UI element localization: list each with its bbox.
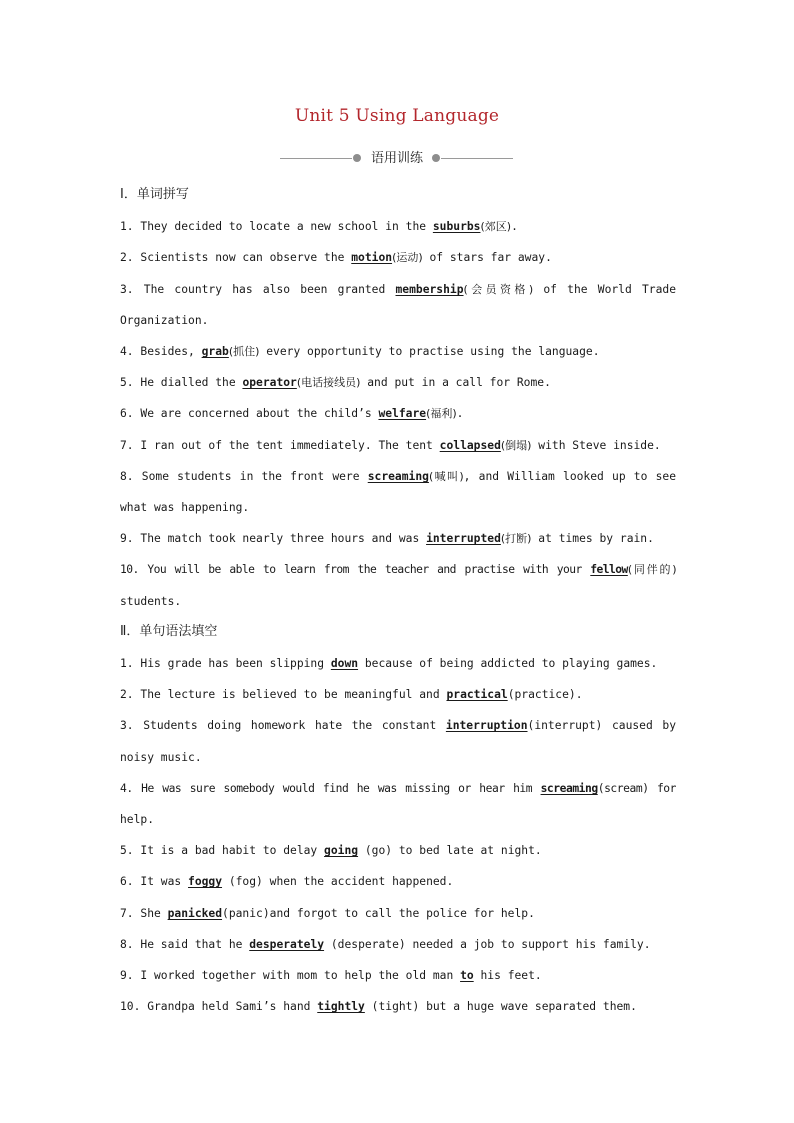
answer: suburbs xyxy=(432,220,481,233)
chinese-hint: (电话接线员) xyxy=(296,376,361,389)
item-text: 1. His grade has been slipping xyxy=(120,657,331,670)
section1-item-1 xyxy=(120,211,676,242)
page-title: Unit 5 Using Language xyxy=(294,106,500,126)
answer: operator xyxy=(242,376,297,389)
answer: going xyxy=(324,844,359,857)
item-text: 4. Besides, xyxy=(120,345,202,358)
answer: motion xyxy=(351,251,393,264)
answer: welfare xyxy=(378,407,427,420)
section2-item-3-continued: noisy music. xyxy=(120,751,202,764)
item-text: 6. It was xyxy=(120,875,189,888)
answer: membership xyxy=(395,283,464,296)
answer: grab xyxy=(201,345,229,358)
item-text: 1. They decided to locate a new school in the xyxy=(120,220,433,233)
section2-item-5 xyxy=(120,835,676,866)
answer: screaming xyxy=(540,782,598,795)
banner-title: 语用训练 xyxy=(370,151,423,166)
chinese-hint: (抓住) xyxy=(228,345,260,358)
section1-item-3-continued: Organization. xyxy=(120,314,209,327)
chinese-hint: (打断) xyxy=(500,532,532,545)
answer: tightly xyxy=(317,1000,365,1013)
item-text: 10. Grandpa held Sami’s hand xyxy=(120,1000,318,1013)
item-text: 9. I worked together with mom to help the old man xyxy=(120,969,461,982)
chinese-hint: (郊区) xyxy=(480,220,512,233)
section1-heading: Ⅰ．单词拼写 xyxy=(120,187,189,202)
answer: to xyxy=(460,969,474,982)
item-text: of stars far away. xyxy=(422,251,552,264)
item-text: (practice). xyxy=(507,688,583,701)
section1-item-7 xyxy=(120,430,676,461)
section2-item-7 xyxy=(120,898,676,929)
chinese-hint: (福利) xyxy=(426,407,457,420)
item-text: (panic)and forgot to call the police for help. xyxy=(222,907,535,920)
answer: down xyxy=(330,657,359,670)
answer: practical xyxy=(446,688,508,701)
section1-item-2 xyxy=(120,242,676,273)
section2-item-9 xyxy=(120,960,676,991)
item-text: . xyxy=(511,220,518,233)
item-text: 4. He was sure somebody would find he was missing or hear him xyxy=(120,782,541,795)
item-text: 6. We are concerned about the child’s xyxy=(120,407,379,420)
answer: screaming xyxy=(367,470,429,483)
item-text: every opportunity to practise using the language. xyxy=(259,345,600,358)
item-text: (scream) for xyxy=(597,782,676,795)
item-text: 7. She xyxy=(120,907,168,920)
item-text: of the World Trade xyxy=(533,283,676,296)
item-text: 5. It is a bad habit to delay xyxy=(120,844,325,857)
banner-line-right xyxy=(441,158,513,159)
item-text: 10. You will be able to learn from the teacher and practise with your xyxy=(120,563,591,576)
answer: interruption xyxy=(445,719,528,732)
item-text: his feet. xyxy=(473,969,542,982)
chinese-hint: (喊叫) xyxy=(428,470,464,483)
section1-item-8 xyxy=(120,461,676,492)
section-banner xyxy=(280,150,514,168)
section1-item-4 xyxy=(120,336,676,367)
item-text: (tight) but a huge wave separated them. xyxy=(364,1000,637,1013)
item-text: (fog) when the accident happened. xyxy=(222,875,454,888)
item-text: with Steve inside. xyxy=(531,439,661,452)
item-text: , and William looked up to see xyxy=(463,470,676,483)
item-text: 3. The country has also been granted xyxy=(120,283,396,296)
section2-item-4 xyxy=(120,773,676,804)
section2-heading: Ⅱ．单句语法填空 xyxy=(120,624,218,639)
section2-item-6 xyxy=(120,866,676,897)
item-text: 8. Some students in the front were xyxy=(120,470,368,483)
banner-dot-right-icon xyxy=(432,154,440,162)
section2-item-1 xyxy=(120,648,676,679)
answer: fellow xyxy=(590,563,628,576)
section1-item-5 xyxy=(120,367,676,398)
chinese-hint: (运动) xyxy=(392,251,423,264)
section1-item-6 xyxy=(120,398,676,429)
item-text: 3. Students doing homework hate the constant xyxy=(120,719,446,732)
item-text: 2. Scientists now can observe the xyxy=(120,251,352,264)
item-text: (go) to bed late at night. xyxy=(358,844,542,857)
answer: collapsed xyxy=(439,439,501,452)
answer: panicked xyxy=(167,907,223,920)
section1-item-10 xyxy=(120,554,676,585)
item-text: 7. I ran out of the tent immediately. The tent xyxy=(120,439,440,452)
item-text: 9. The match took nearly three hours and was xyxy=(120,532,427,545)
answer: interrupted xyxy=(426,532,501,545)
section2-item-4-continued: help. xyxy=(120,813,155,826)
section1-item-8-continued: what was happening. xyxy=(120,501,250,514)
item-text: . xyxy=(456,407,464,420)
banner-line-left xyxy=(280,158,352,159)
item-text: and put in a call for Rome. xyxy=(360,376,551,389)
item-text: (desperate) needed a job to support his family. xyxy=(324,938,651,951)
section2-item-10 xyxy=(120,991,676,1022)
answer: foggy xyxy=(188,875,223,888)
chinese-hint: (同伴的) xyxy=(627,563,676,576)
item-text: because of being addicted to playing games. xyxy=(358,657,658,670)
item-text: (interrupt) caused by xyxy=(527,719,676,732)
answer: desperately xyxy=(249,938,325,951)
item-text: 5. He dialled the xyxy=(120,376,243,389)
section1-item-10-continued: students. xyxy=(120,595,182,608)
section1-item-3 xyxy=(120,274,676,305)
banner-dot-left-icon xyxy=(353,154,361,162)
section2-item-2 xyxy=(120,679,676,710)
section2-item-3 xyxy=(120,710,676,741)
section1-item-9 xyxy=(120,523,676,554)
item-text: 8. He said that he xyxy=(120,938,250,951)
section2-item-8 xyxy=(120,929,676,960)
chinese-hint: (倒塌) xyxy=(500,439,532,452)
item-text: 2. The lecture is believed to be meaningful and xyxy=(120,688,447,701)
chinese-hint: (会员资格) xyxy=(463,283,534,296)
item-text: at times by rain. xyxy=(531,532,654,545)
